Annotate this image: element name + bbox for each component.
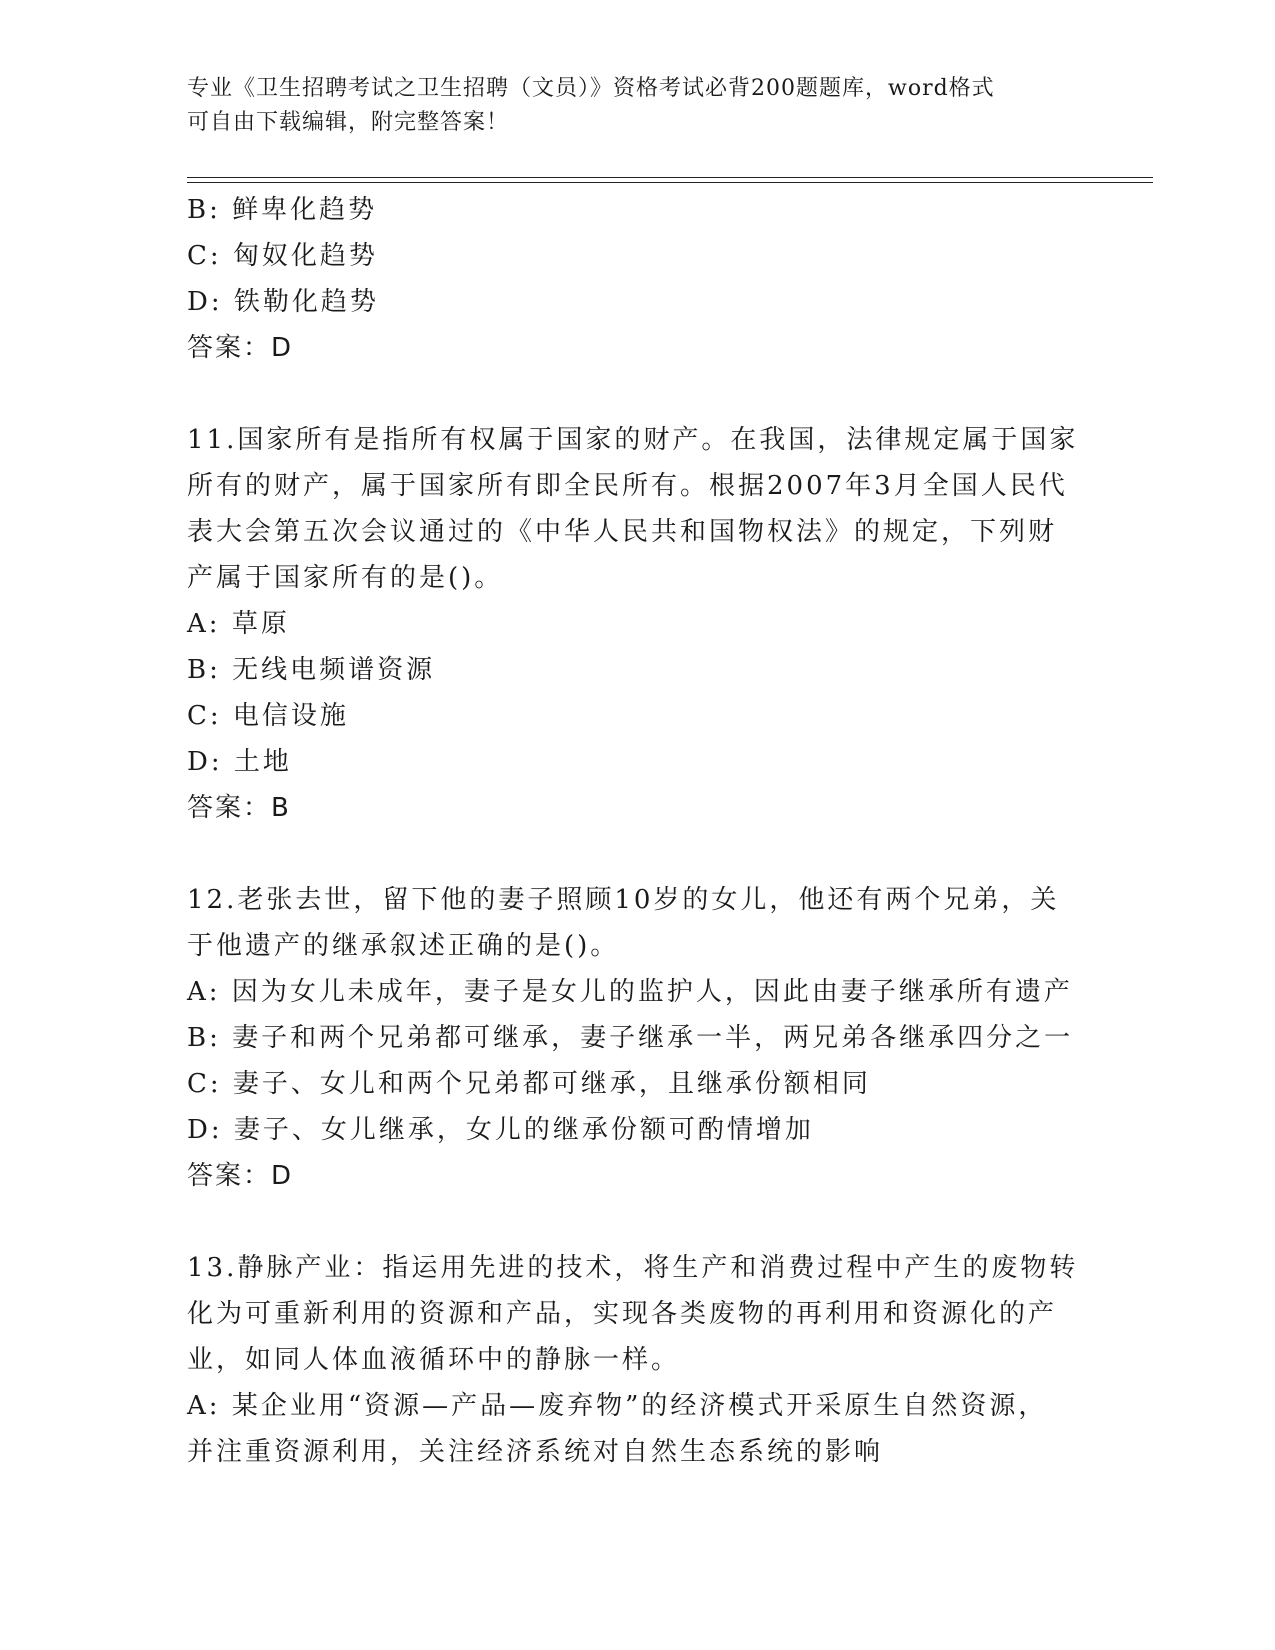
option-a	[187, 601, 1087, 647]
page-header	[187, 72, 1077, 140]
header-title-line-2: 可自由下载编辑，附完整答案！	[187, 110, 510, 135]
question-text-line: 产属于国家所有的是()。	[187, 563, 504, 593]
answer-line: 答案：D	[187, 333, 294, 363]
question-12	[187, 877, 1087, 1199]
option-text: 土地	[233, 747, 292, 777]
option-key: B:	[187, 195, 221, 225]
option-text: 电信设施	[232, 701, 349, 731]
option-text: 铁勒化趋势	[233, 287, 379, 317]
option-key: C:	[187, 241, 222, 271]
option-b	[187, 1015, 1087, 1061]
question-text-line: 表大会第五次会议通过的《中华人民共和国物权法》的规定，下列财	[187, 517, 1058, 547]
option-text: 妻子、女儿继承，女儿的继承份额可酌情增加	[233, 1115, 814, 1145]
question-11	[187, 417, 1087, 831]
header-rule-bottom	[187, 182, 1153, 183]
option-key: B:	[187, 655, 221, 685]
header-title-line-1: 专业《卫生招聘考试之卫生招聘（文员）》资格考试必背200题题库，word格式	[187, 76, 995, 101]
option-key: A:	[187, 609, 221, 639]
option-c	[187, 693, 1087, 739]
option-key: D:	[187, 1115, 223, 1145]
option-text: 匈奴化趋势	[232, 241, 378, 271]
option-key: C:	[187, 1069, 222, 1099]
answer-line: 答案：D	[187, 1161, 294, 1191]
option-b	[187, 647, 1087, 693]
question-text-line: 所有的财产，属于国家所有即全民所有。根据2007年3月全国人民代	[187, 471, 1068, 501]
question-text-line: 13.静脉产业：指运用先进的技术，将生产和消费过程中产生的废物转	[187, 1253, 1079, 1283]
option-key: C:	[187, 701, 222, 731]
option-key: B:	[187, 1023, 221, 1053]
option-text: 妻子和两个兄弟都可继承，妻子继承一半，两兄弟各继承四分之一	[232, 1023, 1074, 1053]
carryover-question	[187, 187, 1087, 371]
option-key: D:	[187, 287, 223, 317]
option-text: 某企业用“资源—产品—废弃物”的经济模式开采原生自然资源，	[231, 1391, 1048, 1421]
header-rule-top	[187, 177, 1153, 178]
option-d	[187, 739, 1087, 785]
option-a	[187, 969, 1087, 1015]
question-text-line: 业，如同人体血液循环中的静脉一样。	[187, 1345, 681, 1375]
option-d	[187, 279, 1087, 325]
option-text: 因为女儿未成年，妻子是女儿的监护人，因此由妻子继承所有遗产	[231, 977, 1073, 1007]
option-text: 草原	[231, 609, 290, 639]
answer-line: 答案：B	[187, 793, 291, 823]
option-c	[187, 1061, 1087, 1107]
option-a	[187, 1383, 1087, 1429]
option-b	[187, 187, 1087, 233]
option-continuation: 并注重资源利用，关注经济系统对自然生态系统的影响	[187, 1437, 884, 1467]
option-text: 妻子、女儿和两个兄弟都可继承，且继承份额相同	[232, 1069, 871, 1099]
option-text: 鲜卑化趋势	[232, 195, 378, 225]
document-body	[187, 187, 1087, 1475]
option-key: A:	[187, 1391, 221, 1421]
option-key: D:	[187, 747, 223, 777]
question-text-line: 11.国家所有是指所有权属于国家的财产。在我国，法律规定属于国家	[187, 425, 1079, 455]
option-c	[187, 233, 1087, 279]
option-d	[187, 1107, 1087, 1153]
question-text-line: 12.老张去世，留下他的妻子照顾10岁的女儿，他还有两个兄弟，关	[187, 885, 1060, 915]
option-key: A:	[187, 977, 221, 1007]
question-text-line: 于他遗产的继承叙述正确的是()。	[187, 931, 620, 961]
question-13	[187, 1245, 1087, 1475]
option-text: 无线电频谱资源	[232, 655, 436, 685]
question-text-line: 化为可重新利用的资源和产品，实现各类废物的再利用和资源化的产	[187, 1299, 1058, 1329]
